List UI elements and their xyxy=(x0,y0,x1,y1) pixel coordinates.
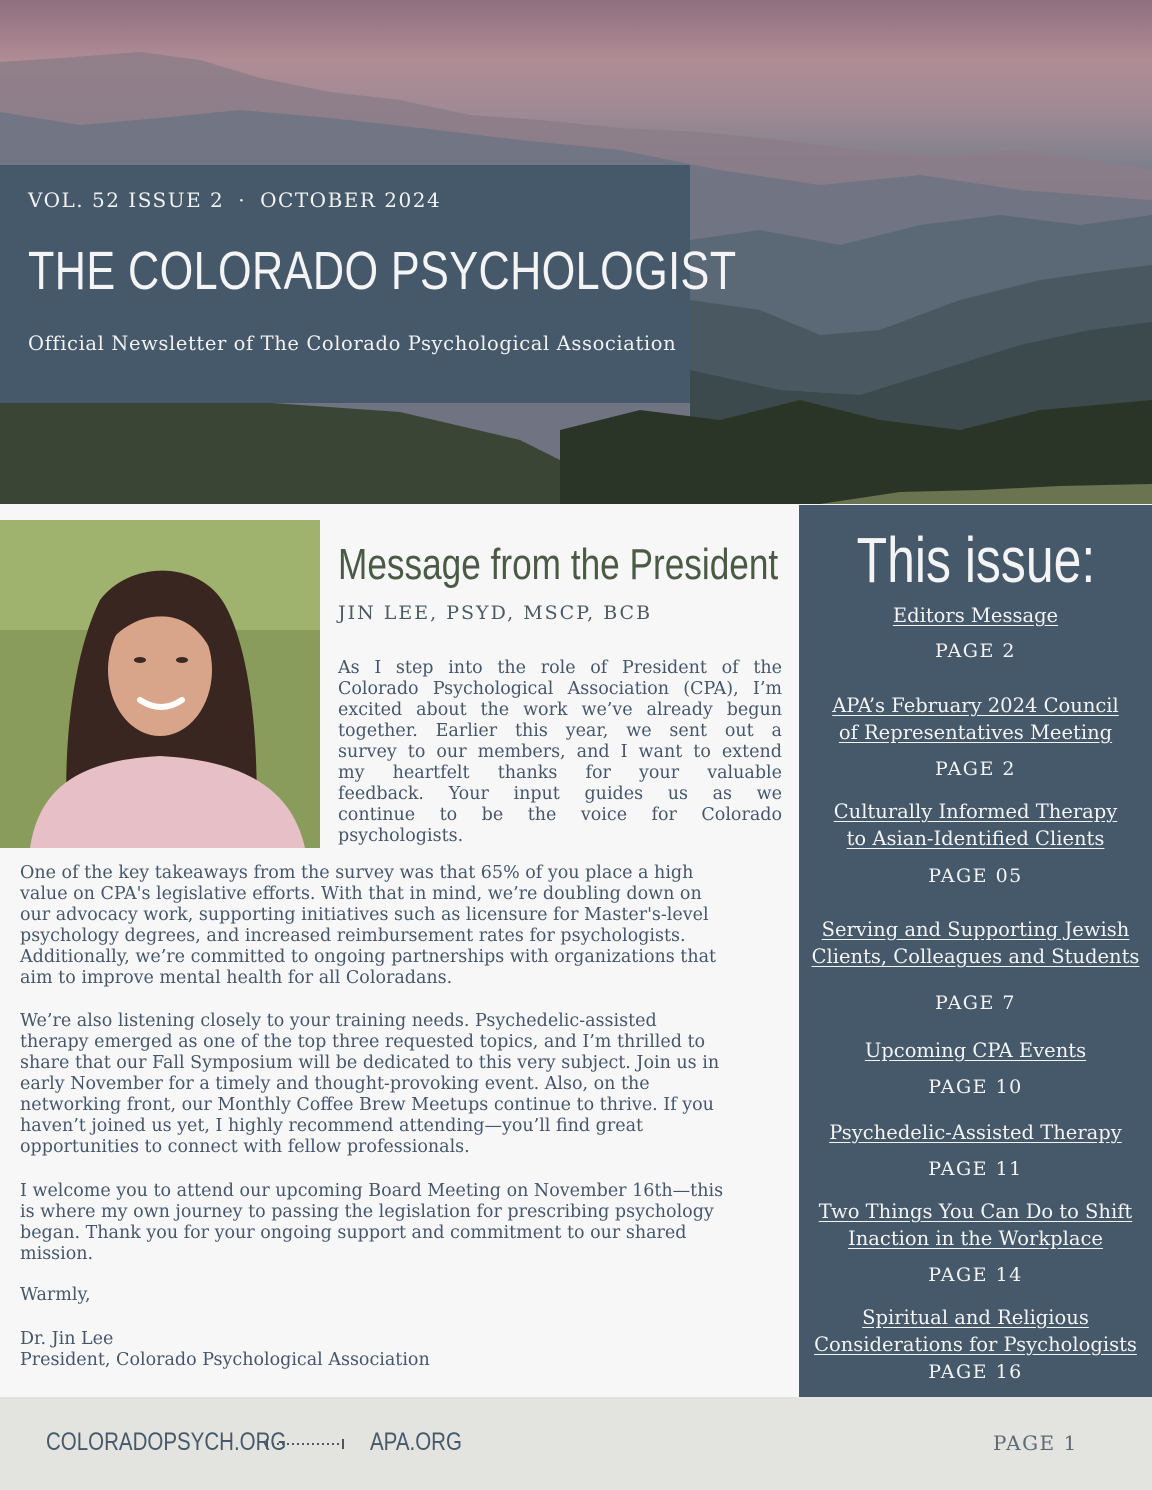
toc-link-text[interactable]: Culturally Informed Therapy xyxy=(833,800,1118,823)
text-line: networking front, our Monthly Coffee Brew Meetups continue to thrive. If you xyxy=(20,1095,714,1115)
text-line: is where my own journey to passing the legislation for prescribing psychology xyxy=(20,1202,714,1222)
intro-line: As I step into the role of President of the xyxy=(338,658,782,678)
text-line: value on CPA's legislative efforts. With that in mind, we’re doubling down on xyxy=(20,884,702,904)
toc-link-3[interactable] xyxy=(799,798,1152,852)
intro-line: together. Earlier this year, we sent out a xyxy=(338,721,782,741)
paragraph-2 xyxy=(20,863,795,989)
toc-link-1[interactable] xyxy=(799,602,1152,629)
paragraph-4 xyxy=(20,1181,795,1265)
toc-link-text[interactable]: Considerations for Psychologists xyxy=(814,1333,1137,1356)
toc-link-8[interactable] xyxy=(799,1304,1152,1358)
toc-link-5[interactable] xyxy=(799,1037,1152,1064)
article-title: Message from the President xyxy=(338,540,779,589)
signature xyxy=(20,1329,795,1371)
text-line: therapy emerged as one of the top three requested topics, and I’m thrilled to xyxy=(20,1032,706,1052)
issue-separator: · xyxy=(238,188,247,212)
toc-page-8: PAGE 16 xyxy=(928,1361,1023,1383)
toc-link-text[interactable]: Serving and Supporting Jewish xyxy=(821,918,1130,941)
text-line: aim to improve mental health for all Coloradans. xyxy=(20,968,453,988)
signature-name: Dr. Jin Lee xyxy=(20,1329,114,1349)
coloradopsych-link[interactable]: COLORADOPSYCH.ORG xyxy=(46,1428,287,1456)
text-line: share that our Fall Symposium will be dedicated to this very subject. Join us in xyxy=(20,1053,720,1073)
volume-issue: VOL. 52 ISSUE 2 xyxy=(28,188,225,212)
text-line: mission. xyxy=(20,1244,94,1264)
toc-title: This issue: xyxy=(856,524,1095,596)
intro-line: my heartfelt thanks for your valuable xyxy=(338,763,782,783)
toc-link-7[interactable] xyxy=(799,1198,1152,1252)
newsletter-subtitle: Official Newsletter of The Colorado Psychological Association xyxy=(28,332,677,355)
paragraph-3 xyxy=(20,1011,795,1158)
text-line: One of the key takeaways from the survey was that 65% of you place a high xyxy=(20,863,694,883)
text-line: I welcome you to attend our upcoming Board Meeting on November 16th—this xyxy=(20,1181,724,1201)
text-line: our advocacy work, supporting initiatives such as licensure for Master's-level xyxy=(20,905,709,925)
intro-line: Colorado Psychological Association (CPA), I’m xyxy=(338,679,782,699)
toc-link-6[interactable] xyxy=(799,1119,1152,1146)
signature-title: President, Colorado Psychological Association xyxy=(20,1350,430,1370)
toc-link-text[interactable]: Two Things You Can Do to Shift xyxy=(818,1200,1133,1223)
toc-page-1: PAGE 2 xyxy=(935,640,1016,662)
issue-date: OCTOBER 2024 xyxy=(260,188,442,212)
toc-link-text[interactable]: APA’s February 2024 Council xyxy=(832,694,1119,717)
toc-link-text[interactable]: of Representatives Meeting xyxy=(838,721,1113,744)
text-line: haven’t joined us yet, I highly recommend attending—you’ll find great xyxy=(20,1116,644,1136)
toc-link-text[interactable]: Clients, Colleagues and Students xyxy=(811,945,1140,968)
toc-page-4: PAGE 7 xyxy=(935,992,1016,1014)
dotted-divider-icon xyxy=(266,1437,346,1451)
toc-link-4[interactable] xyxy=(799,916,1152,970)
toc-link-text[interactable]: Spiritual and Religious xyxy=(862,1306,1089,1329)
toc-sidebar xyxy=(799,505,1152,1397)
toc-link-text[interactable]: Editors Message xyxy=(892,604,1059,627)
toc-page-7: PAGE 14 xyxy=(928,1264,1023,1286)
closing: Warmly, xyxy=(20,1285,91,1305)
intro-line: survey to our members, and I want to extend xyxy=(338,742,782,762)
intro-line: feedback. Your input guides us as we xyxy=(338,784,782,804)
intro-line: continue to be the voice for Colorado xyxy=(338,805,782,825)
text-line: early November for a timely and thought-provoking event. Also, on the xyxy=(20,1074,650,1094)
toc-link-text[interactable]: Psychedelic-Assisted Therapy xyxy=(829,1121,1122,1144)
text-line: began. Thank you for your ongoing support and commitment to our shared xyxy=(20,1223,687,1243)
intro-line: psychologists. xyxy=(338,826,464,846)
toc-link-text[interactable]: Inaction in the Workplace xyxy=(848,1227,1103,1250)
toc-link-text[interactable]: to Asian-Identified Clients xyxy=(846,827,1105,850)
text-line: Additionally, we’re committed to ongoing partnerships with organizations that xyxy=(20,947,717,967)
page-number: PAGE 1 xyxy=(993,1431,1078,1455)
toc-page-5: PAGE 10 xyxy=(928,1076,1023,1098)
toc-page-6: PAGE 11 xyxy=(928,1158,1023,1180)
apa-link[interactable]: APA.ORG xyxy=(370,1428,462,1456)
toc-page-3: PAGE 05 xyxy=(928,865,1023,887)
newsletter-title: THE COLORADO PSYCHOLOGIST xyxy=(28,241,737,301)
toc-link-text[interactable]: Upcoming CPA Events xyxy=(864,1039,1087,1062)
text-line: opportunities to connect with fellow professionals. xyxy=(20,1137,470,1157)
toc-link-2[interactable] xyxy=(799,692,1152,746)
intro-paragraph xyxy=(338,658,782,847)
issue-info xyxy=(28,188,441,212)
text-line: We’re also listening closely to your training needs. Psychedelic-assisted xyxy=(20,1011,657,1031)
text-line: psychology degrees, and increased reimbursement rates for psychologists. xyxy=(20,926,686,946)
toc-page-2: PAGE 2 xyxy=(935,758,1016,780)
intro-line: excited about the work we’ve already begun xyxy=(338,700,782,720)
article-byline: JIN LEE, PSYD, MSCP, BCB xyxy=(338,602,653,624)
president-photo xyxy=(0,520,320,848)
